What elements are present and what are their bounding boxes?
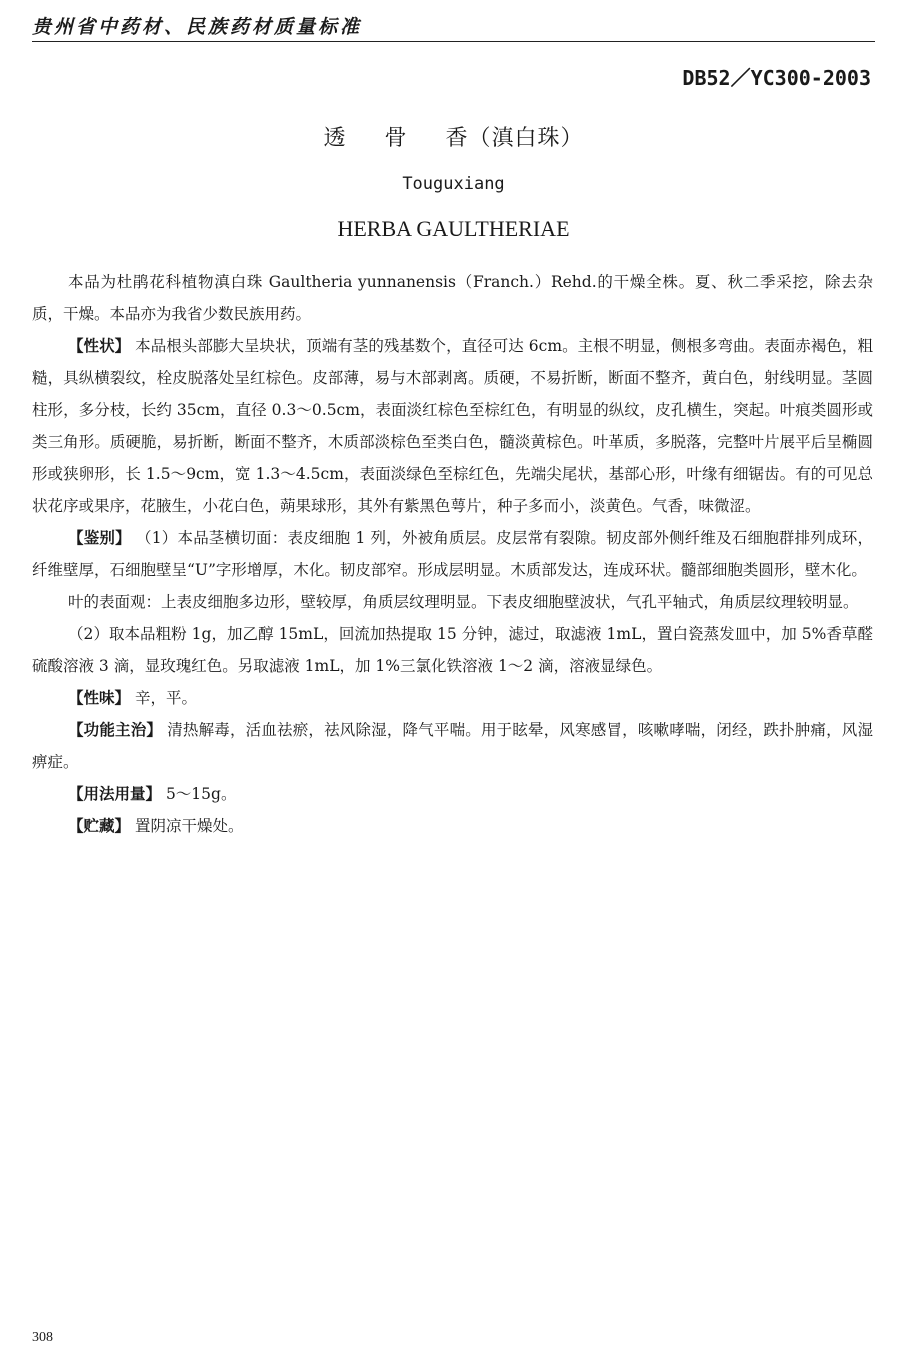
title-alias: （滇白珠）: [468, 126, 584, 151]
section-dosage: [32, 778, 873, 810]
series-title: 贵州省中药材、民族药材质量标准: [32, 16, 363, 38]
page-title: [0, 121, 907, 152]
section-storage: [32, 810, 873, 842]
section-leaf-surface: [32, 586, 873, 618]
title-name-last: 香: [445, 126, 469, 151]
section-label: 【性状】: [68, 336, 131, 355]
standard-code: DB52／YC300-2003: [682, 66, 871, 90]
header-divider: [32, 41, 875, 42]
section-text: 清热解毒，活血祛瘀，祛风除湿，降气平喘。用于眩晕，风寒感冒，咳嗽哮喘，闭经，跌扑肿痛，风湿痹症。: [32, 721, 873, 771]
section-text: 本品根头部膨大呈块状，顶端有茎的残基数个，直径可达 6cm。主根不明显，侧根多弯曲。表面赤褐色，粗糙，具纵横裂纹，栓皮脱落处呈红棕色。皮部薄，易与木部剥离。质硬，不易折断，断面不整齐，黄白色，射线明显。茎圆柱形，多分枝，长约 35cm，直径 0.3～0.5cm，表面淡红棕色至棕红色，有明显的纵纹，皮孔横生，突起。叶痕类圆形或类三角形。质硬脆，易折断，断面不整齐，木质部淡棕色至类白色，髓淡黄棕色。叶革质，多脱落，完整叶片展平后呈椭圆形或狭卵形，长 1.5～9cm，宽 1.3～4.5cm，表面淡绿色至棕红色，先端尖尾状，基部心形，叶缘有细锯齿。有的可见总状花序或果序，花腋生，小花白色，蒴果球形，其外有紫黑色萼片，种子多而小，淡黄色。气香，味微涩。: [32, 337, 873, 515]
page-number: 308: [32, 1330, 53, 1345]
title-pinyin: Touguxiang: [402, 174, 505, 194]
section-label: 【贮藏】: [68, 816, 131, 835]
section-text: 5～15g。: [161, 785, 237, 803]
section-text: 叶的表面观：上表皮细胞多边形，壁较厚，角质层纹理明显。下表皮细胞壁波状，气孔平轴式，角质层纹理较明显。: [68, 593, 859, 611]
section-text: （1）本品茎横切面：表皮细胞 1 列，外被角质层。皮层常有裂隙。韧皮部外侧纤维及石细胞群排列成环，纤维壁厚，石细胞壁呈“U”字形增厚，木化。韧皮部窄。形成层明显。木质部发达，连成环状。髓部细胞类圆形，壁木化。: [32, 529, 873, 579]
section-text: 置阴凉干燥处。: [130, 817, 244, 835]
section-functions: [32, 714, 873, 778]
section-label: 【功能主治】: [68, 720, 163, 739]
title-latin: HERBA GAULTHERIAE: [337, 216, 570, 241]
monograph-body: [32, 266, 873, 842]
section-property-flavor: [32, 682, 873, 714]
intro-paragraph: 本品为杜鹃花科植物滇白珠 Gaultheria yunnanensis（Franch.）Rehd.的干燥全株。夏、秋二季采挖，除去杂质，干燥。本品亦为我省少数民族用药。: [32, 273, 873, 323]
section-identification: [32, 522, 873, 586]
section-label: 【用法用量】: [68, 784, 162, 803]
section-label: 【性味】: [68, 688, 131, 707]
section-chemical-test: [32, 618, 873, 682]
section-text: 辛，平。: [130, 689, 197, 707]
section-text: （2）取本品粗粉 1g，加乙醇 15mL，回流加热提取 15 分钟，滤过，取滤液 1mL，置白瓷蒸发皿中，加 5%香草醛硫酸溶液 3 滴，显玫瑰红色。另取滤液 1mL，加 1%三氯化铁溶液 1～2 滴，溶液显绿色。: [32, 625, 873, 675]
title-name-chars: 透 骨: [323, 126, 446, 151]
section-description: [32, 330, 873, 522]
section-label: 【鉴别】: [68, 528, 131, 547]
